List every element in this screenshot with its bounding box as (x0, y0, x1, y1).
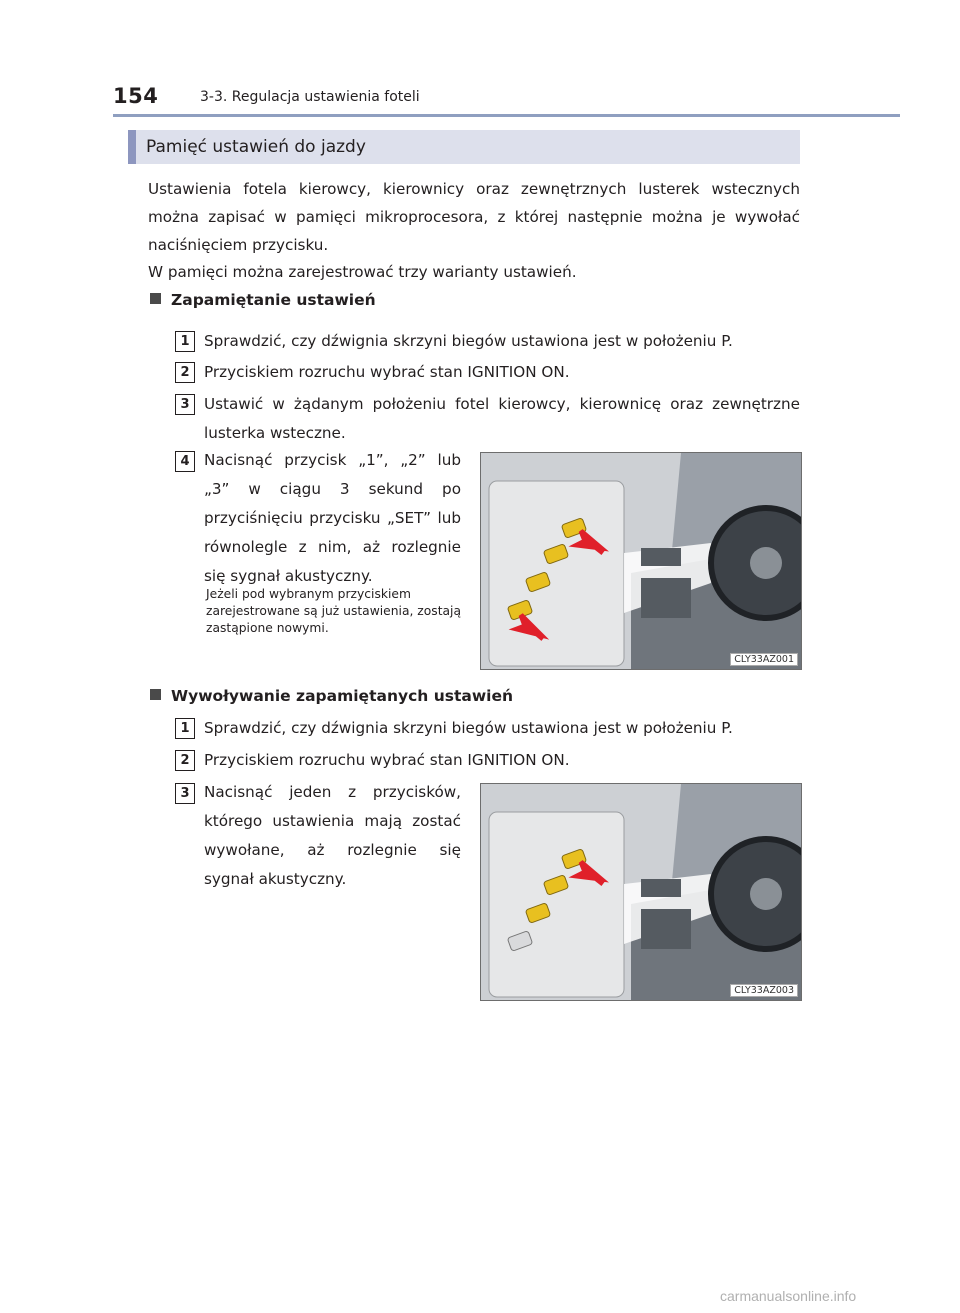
step-number: 3 (175, 394, 195, 415)
recall-heading-text: Wywoływanie zapamiętanych ustawień (171, 687, 514, 705)
step-number: 2 (175, 362, 195, 383)
door-panel-drawing (481, 784, 801, 1000)
step-text: Sprawdzić, czy dźwignia skrzyni biegów ustawiona jest w położeniu P. (204, 719, 733, 737)
step-text: Nacisnąć przycisk „1”, „2” lub „3” w ciągu 3 sekund po przyciśnięciu przycisku „SET” lub równolegle z nim, aż rozlegnie się sygnał akustyczny. (204, 451, 461, 585)
note-text: Jeżeli pod wybranym przyciskiem zarejestrowane są już ustawienia, zostają zastąpione nowymi. (206, 587, 461, 635)
recall-heading (150, 687, 513, 705)
bullet-square-icon (150, 293, 161, 304)
step-text: Sprawdzić, czy dźwignia skrzyni biegów ustawiona jest w położeniu P. (204, 332, 733, 350)
chapter-title: 3-3. Regulacja ustawienia foteli (200, 89, 420, 105)
step-text: Przyciskiem rozruchu wybrać stan IGNITION ON. (204, 363, 570, 381)
figure-code: CLY33AZ003 (730, 984, 798, 997)
bullet-square-icon (150, 689, 161, 700)
step-number: 4 (175, 451, 195, 472)
step-number: 1 (175, 718, 195, 739)
save-heading (150, 291, 376, 309)
step-number: 2 (175, 750, 195, 771)
intro-paragraph: Ustawienia fotela kierowcy, kierownicy oraz zewnętrznych lusterek wstecznych można zapisać w pamięci mikroprocesora, z której następnie można je wywołać naciśnięciem przycisku. (148, 180, 800, 254)
step-number: 1 (175, 331, 195, 352)
step-text: Nacisnąć jeden z przycisków, którego ustawienia mają zostać wywołane, aż rozlegnie się sygnał akustyczny. (204, 783, 461, 888)
door-panel-drawing (481, 453, 801, 669)
header-rule (113, 114, 900, 117)
page-number: 154 (113, 84, 159, 108)
watermark: carmanualsonline.info (720, 1288, 857, 1304)
memory-buttons-illustration (480, 452, 802, 670)
section-header-accent (128, 130, 136, 164)
figure-code: CLY33AZ001 (730, 653, 798, 666)
step-number: 3 (175, 783, 195, 804)
step-text: Ustawić w żądanym położeniu fotel kierowcy, kierownicę oraz zewnętrzne lusterka wsteczne. (204, 395, 800, 442)
memory-recall-illustration (480, 783, 802, 1001)
section-title: Pamięć ustawień do jazdy (146, 137, 366, 157)
intro-paragraph-2: W pamięci można zarejestrować trzy warianty ustawień. (148, 263, 577, 281)
save-heading-text: Zapamiętanie ustawień (171, 291, 376, 309)
step-text: Przyciskiem rozruchu wybrać stan IGNITION ON. (204, 751, 570, 769)
